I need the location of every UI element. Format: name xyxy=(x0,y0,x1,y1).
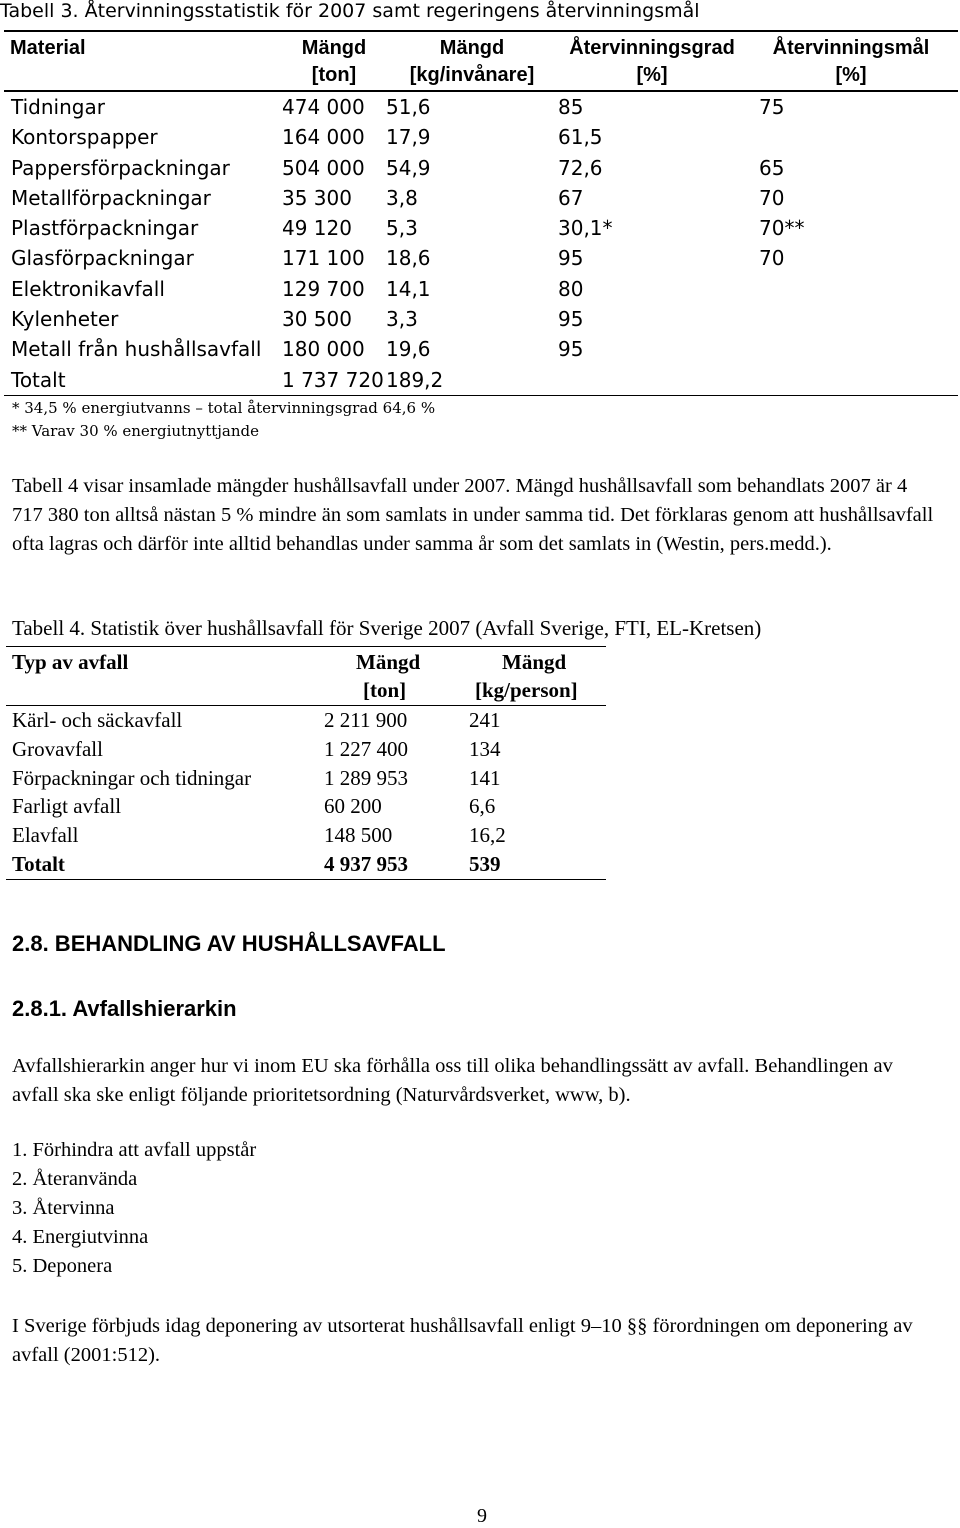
table3-row xyxy=(4,274,958,304)
cell-amount-per-capita: 14,1 xyxy=(386,276,431,301)
cell-waste-type: Totalt xyxy=(12,851,65,876)
table3-row xyxy=(4,334,958,364)
cell-recycling-rate: 80 xyxy=(558,276,584,301)
table4-row xyxy=(6,792,606,821)
table3-row xyxy=(4,153,958,183)
cell-waste-type: Farligt avfall xyxy=(12,794,122,819)
table3-header-amount-ton: Mängd xyxy=(301,37,367,59)
table3-row xyxy=(4,183,958,213)
priority-list-item: 4. Energiutvinna xyxy=(12,1226,149,1248)
cell-recycling-rate: 30,1* xyxy=(558,216,613,241)
cell-material: Kontorspapper xyxy=(11,125,158,150)
table3-footnote-2: ** Varav 30 % energiutnyttjande xyxy=(12,422,259,440)
cell-amount-ton: 474 000 xyxy=(282,95,365,119)
cell-recycling-target: 70** xyxy=(759,216,805,241)
cell-amount-per-capita: 17,9 xyxy=(386,125,431,150)
cell-recycling-target: 65 xyxy=(759,155,785,180)
page-number: 9 xyxy=(477,1505,487,1527)
cell-amount-ton: 4 937 953 xyxy=(324,851,408,876)
subsection-heading: 2.8.1. Avfallshierarkin xyxy=(12,996,237,1021)
table4 xyxy=(6,646,606,880)
table3-row xyxy=(4,122,958,152)
table4-body xyxy=(6,706,606,880)
table3-header-unit-per-capita: [kg/invånare] xyxy=(409,64,535,86)
table3-header-unit-ton: [ton] xyxy=(311,64,357,86)
cell-amount-ton: 180 000 xyxy=(282,337,365,362)
table4-header-amount-per-person: Mängd xyxy=(502,650,567,674)
cell-amount-per-capita: 51,6 xyxy=(386,95,431,119)
table4-row xyxy=(6,706,606,735)
table4-header-type: Typ av avfall xyxy=(12,650,129,674)
cell-amount-ton: 504 000 xyxy=(282,155,365,180)
cell-amount-per-capita: 5,3 xyxy=(386,216,418,241)
cell-amount-per-person: 16,2 xyxy=(469,823,506,848)
table3-header-recycling-rate-unit: [%] xyxy=(636,64,668,86)
table3-header-recycling-target: Återvinningsmål xyxy=(772,37,930,59)
table3-header-recycling-target-unit: [%] xyxy=(835,64,867,86)
table4-row xyxy=(6,735,606,764)
table3-row xyxy=(4,243,958,273)
cell-recycling-rate: 85 xyxy=(558,95,584,119)
table4-header-unit-ton: [ton] xyxy=(363,678,407,702)
table3-header-material: Material xyxy=(10,37,86,59)
cell-amount-per-person: 539 xyxy=(469,851,501,876)
cell-amount-per-person: 6,6 xyxy=(469,794,496,819)
priority-list-item: 3. Återvinna xyxy=(12,1197,115,1219)
table4-row-total xyxy=(6,850,606,880)
cell-waste-type: Kärl- och säckavfall xyxy=(12,708,183,732)
paragraph-landfill-ban: I Sverige förbjuds idag deponering av utsorterat hushållsavfall enligt 9–10 §§ förordningen om deponering av avfall (2001:512). xyxy=(12,1315,913,1366)
table4-caption: Tabell 4. Statistik över hushållsavfall för Sverige 2007 (Avfall Sverige, FTI, EL-Kretsen) xyxy=(12,616,762,640)
cell-amount-per-person: 141 xyxy=(469,765,501,790)
cell-amount-ton: 2 211 900 xyxy=(324,708,408,732)
table3-caption: Tabell 3. Återvinningsstatistik för 2007 samt regeringens återvinningsmål xyxy=(0,0,700,22)
cell-recycling-rate: 95 xyxy=(558,337,584,362)
cell-amount-ton: 49 120 xyxy=(282,216,352,241)
table4-header xyxy=(6,646,606,706)
priority-list-item: 2. Återanvända xyxy=(12,1168,138,1190)
cell-recycling-rate: 95 xyxy=(558,246,584,271)
cell-amount-ton: 148 500 xyxy=(324,823,393,848)
cell-amount-per-capita: 3,8 xyxy=(386,185,418,210)
section-heading: 2.8. BEHANDLING AV HUSHÅLLSAVFALL xyxy=(12,931,446,956)
table3-row xyxy=(4,213,958,243)
cell-amount-ton: 60 200 xyxy=(324,794,382,819)
table4-header-unit-per-person: [kg/person] xyxy=(475,678,578,702)
table3-body xyxy=(4,92,958,396)
table4-header-amount-ton: Mängd xyxy=(356,650,421,674)
cell-material: Totalt xyxy=(11,367,66,392)
cell-waste-type: Elavfall xyxy=(12,823,79,848)
cell-amount-per-capita: 189,2 xyxy=(386,367,444,392)
cell-amount-ton: 171 100 xyxy=(282,246,365,271)
cell-recycling-rate: 95 xyxy=(558,307,584,332)
cell-amount-ton: 164 000 xyxy=(282,125,365,150)
cell-amount-per-person: 241 xyxy=(469,708,501,732)
cell-amount-per-capita: 19,6 xyxy=(386,337,431,362)
priority-list-item: 1. Förhindra att avfall uppstår xyxy=(12,1139,257,1161)
cell-amount-ton: 129 700 xyxy=(282,276,365,301)
cell-amount-per-capita: 18,6 xyxy=(386,246,431,271)
cell-material: Tidningar xyxy=(11,95,105,119)
cell-material: Metallförpackningar xyxy=(11,185,211,210)
cell-material: Pappersförpackningar xyxy=(11,155,230,180)
table4-row xyxy=(6,821,606,850)
cell-amount-ton: 1 289 953 xyxy=(324,765,408,790)
table3 xyxy=(4,30,958,396)
cell-recycling-target: 75 xyxy=(759,95,785,119)
table3-header-amount-per-capita: Mängd xyxy=(439,37,505,59)
cell-recycling-target: 70 xyxy=(759,246,785,271)
paragraph-table4-intro: Tabell 4 visar insamlade mängder hushållsavfall under 2007. Mängd hushållsavfall som behandlats 2007 är 4 717 380 ton alltså nästan 5 % mindre än som samlats in under samma tid. Det förklaras genom att hushållsavfall ofta lagras och därför inte alltid behandlas under samma år som det samlats in (Westin, pers.medd.). xyxy=(12,475,934,555)
cell-material: Kylenheter xyxy=(11,307,119,332)
cell-material: Plastförpackningar xyxy=(11,216,199,241)
cell-amount-per-person: 134 xyxy=(469,736,501,761)
cell-recycling-rate: 67 xyxy=(558,185,584,210)
cell-amount-per-capita: 54,9 xyxy=(386,155,431,180)
cell-waste-type: Förpackningar och tidningar xyxy=(12,765,252,790)
cell-material: Glasförpackningar xyxy=(11,246,194,271)
cell-material: Metall från hushållsavfall xyxy=(11,337,262,362)
cell-waste-type: Grovavfall xyxy=(12,736,103,761)
cell-recycling-rate: 61,5 xyxy=(558,125,603,150)
cell-material: Elektronikavfall xyxy=(11,276,165,301)
cell-recycling-target: 70 xyxy=(759,185,785,210)
priority-list-item: 5. Deponera xyxy=(12,1255,113,1277)
cell-amount-ton: 30 500 xyxy=(282,307,352,332)
table3-header xyxy=(4,30,958,92)
cell-amount-per-capita: 3,3 xyxy=(386,307,418,332)
table3-header-recycling-rate: Återvinningsgrad xyxy=(569,37,735,59)
table3-row-total xyxy=(4,365,958,396)
table3-row xyxy=(4,304,958,334)
cell-amount-ton: 35 300 xyxy=(282,185,352,210)
cell-recycling-rate: 72,6 xyxy=(558,155,603,180)
cell-amount-ton: 1 737 720 xyxy=(282,367,384,392)
paragraph-hierarchy-intro: Avfallshierarkin anger hur vi inom EU ska förhålla oss till olika behandlingssätt av avfall. Behandlingen av avfall ska ske enligt följande prioritetsordning (Naturvårdsverket, www, b). xyxy=(12,1055,893,1106)
cell-amount-ton: 1 227 400 xyxy=(324,736,408,761)
table4-row xyxy=(6,764,606,793)
table3-row xyxy=(4,92,958,122)
table3-footnote-1: * 34,5 % energiutvanns – total återvinningsgrad 64,6 % xyxy=(12,399,436,417)
